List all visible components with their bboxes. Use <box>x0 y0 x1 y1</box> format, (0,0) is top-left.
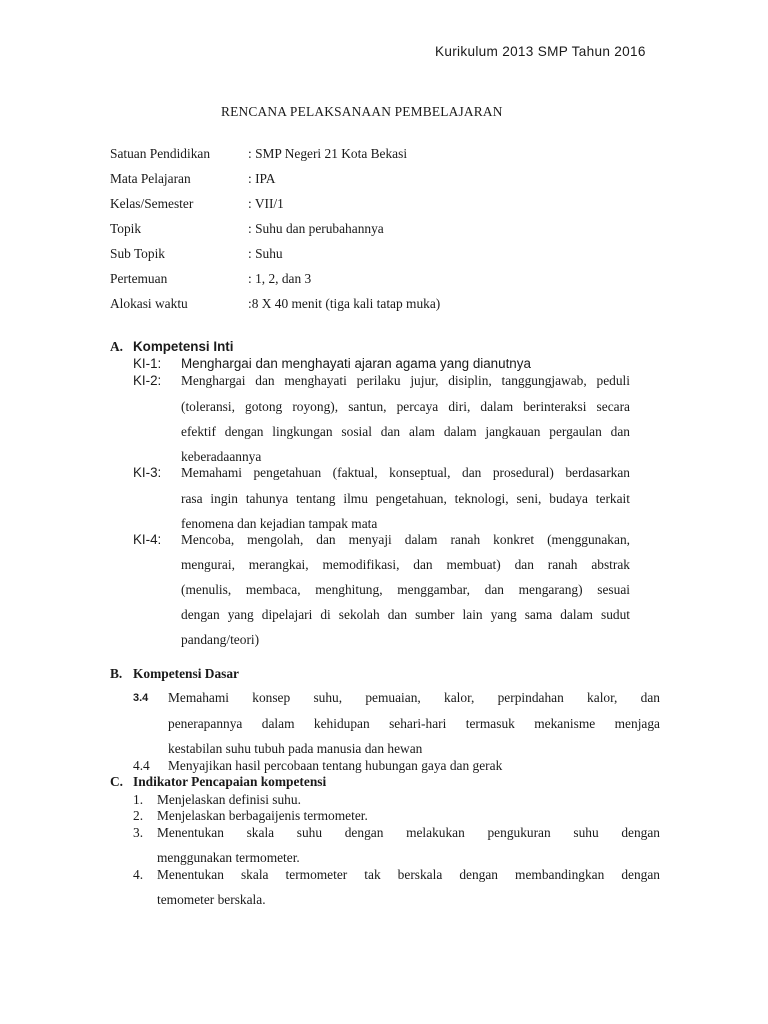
identity-value: : SMP Negeri 21 Kota Bekasi <box>248 146 408 161</box>
ki-text-line: (toleransi, gotong royong), santun, percaya diri, dalam berinteraksi secara <box>181 399 630 414</box>
indicator-number: 2. <box>133 808 144 823</box>
ki-text-line: efektif dengan lingkungan sosial dan alam dalam jangkauan pergaulan dan <box>181 424 630 439</box>
ki-text-line: Mencoba, mengolah, dan menyaji dalam ranah konkret (menggunakan, <box>181 532 630 547</box>
ki-text-line: mengurai, merangkai, memodifikasi, dan membuat) dan ranah abstrak <box>181 557 630 572</box>
kd-text-line: Menyajikan hasil percobaan tentang hubungan gaya dan gerak <box>168 758 503 773</box>
ki-text-line: (menulis, membaca, menghitung, menggambar, dan mengarang) sesuai <box>181 582 630 597</box>
indicator-text-line: Menjelaskan definisi suhu. <box>157 792 301 807</box>
ki-text-line: pandang/teori) <box>181 632 260 647</box>
ki-code: KI-1: <box>133 356 162 371</box>
identity-label: Kelas/Semester <box>110 196 194 211</box>
section-heading: Indikator Pencapaian kompetensi <box>133 774 327 789</box>
indicator-text-line: Menentukan skala suhu dengan melakukan pengukuran suhu dengan <box>157 825 660 840</box>
identity-label: Topik <box>110 221 142 236</box>
section-letter: B. <box>110 666 123 681</box>
indicator-text-line: menggunakan termometer. <box>157 850 300 865</box>
identity-label: Mata Pelajaran <box>110 171 191 186</box>
ki-text-line: dengan yang dipelajari di sekolah dan sumber lain yang sama dalam sudut <box>181 607 630 622</box>
ki-text-line: fenomena dan kejadian tampak mata <box>181 516 378 531</box>
kd-text-line: kestabilan suhu tubuh pada manusia dan hewan <box>168 741 423 756</box>
ki-text-line: Menghargai dan menghayati ajaran agama yang dianutnya <box>181 356 531 371</box>
ki-text-line: Memahami pengetahuan (faktual, konseptual, dan prosedural) berdasarkan <box>181 465 630 480</box>
kd-text-line: penerapannya dalam kehidupan sehari-hari termasuk mekanisme menjaga <box>168 716 660 731</box>
identity-value: : 1, 2, dan 3 <box>248 271 312 286</box>
indicator-text-line: Menentukan skala termometer tak berskala dengan membandingkan dengan <box>157 867 660 882</box>
section-heading: Kompetensi Inti <box>133 339 234 354</box>
ki-code: KI-3: <box>133 465 162 480</box>
ki-code: KI-4: <box>133 532 162 547</box>
ki-text-line: Menghargai dan menghayati perilaku jujur, disiplin, tanggungjawab, peduli <box>181 373 630 388</box>
kd-code: 3.4 <box>133 692 149 704</box>
document-title: RENCANA PELAKSANAAN PEMBELAJARAN <box>221 104 503 119</box>
indicator-text-line: temometer berskala. <box>157 892 266 907</box>
identity-value: : Suhu dan perubahannya <box>248 221 384 236</box>
indicator-number: 4. <box>133 867 144 882</box>
section-letter: C. <box>110 774 124 789</box>
identity-value: : Suhu <box>248 246 283 261</box>
identity-label: Alokasi waktu <box>110 296 188 311</box>
ki-code: KI-2: <box>133 373 162 388</box>
identity-value: : IPA <box>248 171 276 186</box>
identity-label: Satuan Pendidikan <box>110 146 211 161</box>
kd-code: 4.4 <box>133 758 150 773</box>
indicator-text-line: Menjelaskan berbagaijenis termometer. <box>157 808 368 823</box>
indicator-number: 1. <box>133 792 144 807</box>
ki-text-line: rasa ingin tahunya tentang ilmu pengetahuan, teknologi, seni, budaya terkait <box>181 491 630 506</box>
identity-label: Pertemuan <box>110 271 168 286</box>
ki-text-line: keberadaannya <box>181 449 262 464</box>
identity-label: Sub Topik <box>110 246 165 261</box>
identity-value: :8 X 40 menit (tiga kali tatap muka) <box>248 296 441 311</box>
indicator-number: 3. <box>133 825 144 840</box>
kd-text-line: Memahami konsep suhu, pemuaian, kalor, perpindahan kalor, dan <box>168 690 660 705</box>
section-letter: A. <box>110 339 124 354</box>
identity-value: : VII/1 <box>248 196 284 211</box>
curriculum-header: Kurikulum 2013 SMP Tahun 2016 <box>435 44 646 59</box>
section-heading: Kompetensi Dasar <box>133 666 240 681</box>
